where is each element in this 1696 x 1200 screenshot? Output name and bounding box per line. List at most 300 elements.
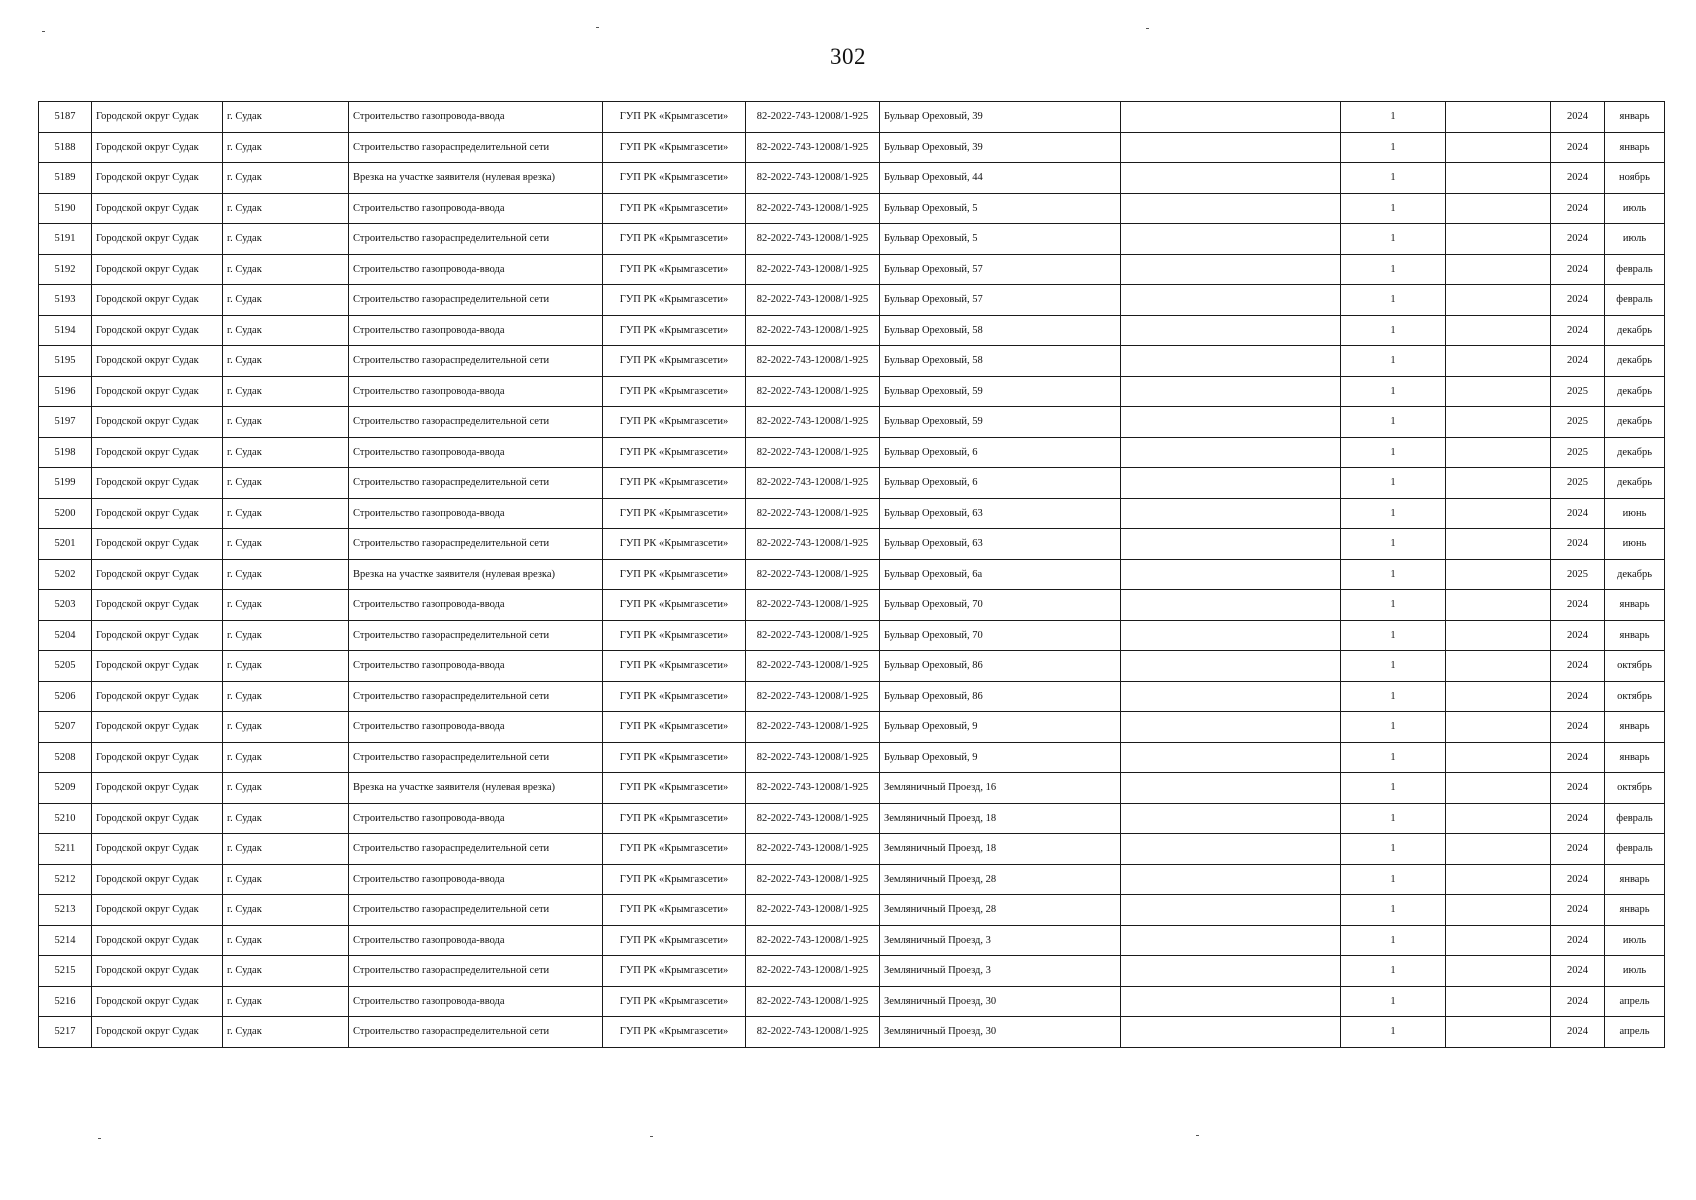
empty-cell bbox=[1121, 285, 1341, 316]
work-type-cell: Строительство газораспределительной сети bbox=[349, 834, 603, 865]
record-number-cell: 5189 bbox=[39, 163, 92, 194]
record-number-cell: 5206 bbox=[39, 681, 92, 712]
work-type-cell: Строительство газораспределительной сети bbox=[349, 346, 603, 377]
month-cell: декабрь bbox=[1605, 346, 1665, 377]
district-cell: Городской округ Судак bbox=[92, 468, 223, 499]
district-cell: Городской округ Судак bbox=[92, 895, 223, 926]
empty-cell bbox=[1121, 315, 1341, 346]
work-type-cell: Строительство газораспределительной сети bbox=[349, 742, 603, 773]
locality-cell: г. Судак bbox=[223, 956, 349, 987]
organization-cell: ГУП РК «Крымгазсети» bbox=[603, 346, 746, 377]
empty-cell bbox=[1446, 956, 1551, 987]
quantity-cell: 1 bbox=[1341, 346, 1446, 377]
work-type-cell: Строительство газораспределительной сети bbox=[349, 620, 603, 651]
quantity-cell: 1 bbox=[1341, 376, 1446, 407]
empty-cell bbox=[1121, 132, 1341, 163]
project-code-cell: 82-2022-743-12008/1-925 bbox=[746, 712, 880, 743]
year-cell: 2024 bbox=[1551, 864, 1605, 895]
table-row bbox=[39, 163, 1665, 194]
empty-cell bbox=[1446, 803, 1551, 834]
address-cell: Бульвар Ореховый, 9 bbox=[880, 712, 1121, 743]
district-cell: Городской округ Судак bbox=[92, 620, 223, 651]
quantity-cell: 1 bbox=[1341, 864, 1446, 895]
project-code-cell: 82-2022-743-12008/1-925 bbox=[746, 834, 880, 865]
empty-cell bbox=[1121, 651, 1341, 682]
month-cell: декабрь bbox=[1605, 468, 1665, 499]
empty-cell bbox=[1446, 1017, 1551, 1048]
project-code-cell: 82-2022-743-12008/1-925 bbox=[746, 681, 880, 712]
work-type-cell: Строительство газопровода-ввода bbox=[349, 102, 603, 133]
work-type-cell: Строительство газопровода-ввода bbox=[349, 986, 603, 1017]
quantity-cell: 1 bbox=[1341, 651, 1446, 682]
month-cell: октябрь bbox=[1605, 773, 1665, 804]
table-row bbox=[39, 407, 1665, 438]
organization-cell: ГУП РК «Крымгазсети» bbox=[603, 895, 746, 926]
work-type-cell: Строительство газопровода-ввода bbox=[349, 590, 603, 621]
quantity-cell: 1 bbox=[1341, 742, 1446, 773]
empty-cell bbox=[1446, 346, 1551, 377]
year-cell: 2024 bbox=[1551, 1017, 1605, 1048]
empty-cell bbox=[1446, 834, 1551, 865]
project-code-cell: 82-2022-743-12008/1-925 bbox=[746, 742, 880, 773]
address-cell: Бульвар Ореховый, 86 bbox=[880, 681, 1121, 712]
table-row bbox=[39, 132, 1665, 163]
month-cell: декабрь bbox=[1605, 407, 1665, 438]
locality-cell: г. Судак bbox=[223, 773, 349, 804]
project-code-cell: 82-2022-743-12008/1-925 bbox=[746, 285, 880, 316]
month-cell: декабрь bbox=[1605, 437, 1665, 468]
record-number-cell: 5215 bbox=[39, 956, 92, 987]
address-cell: Бульвар Ореховый, 63 bbox=[880, 529, 1121, 560]
table-row bbox=[39, 590, 1665, 621]
district-cell: Городской округ Судак bbox=[92, 285, 223, 316]
month-cell: декабрь bbox=[1605, 376, 1665, 407]
address-cell: Бульвар Ореховый, 39 bbox=[880, 132, 1121, 163]
work-type-cell: Врезка на участке заявителя (нулевая врезка) bbox=[349, 163, 603, 194]
locality-cell: г. Судак bbox=[223, 285, 349, 316]
locality-cell: г. Судак bbox=[223, 559, 349, 590]
table-row bbox=[39, 1017, 1665, 1048]
year-cell: 2024 bbox=[1551, 224, 1605, 255]
month-cell: февраль bbox=[1605, 834, 1665, 865]
address-cell: Земляничный Проезд, 30 bbox=[880, 1017, 1121, 1048]
quantity-cell: 1 bbox=[1341, 163, 1446, 194]
table-row bbox=[39, 224, 1665, 255]
work-type-cell: Врезка на участке заявителя (нулевая врезка) bbox=[349, 773, 603, 804]
empty-cell bbox=[1446, 498, 1551, 529]
organization-cell: ГУП РК «Крымгазсети» bbox=[603, 986, 746, 1017]
table-row bbox=[39, 437, 1665, 468]
empty-cell bbox=[1121, 590, 1341, 621]
year-cell: 2024 bbox=[1551, 620, 1605, 651]
district-cell: Городской округ Судак bbox=[92, 651, 223, 682]
organization-cell: ГУП РК «Крымгазсети» bbox=[603, 254, 746, 285]
project-code-cell: 82-2022-743-12008/1-925 bbox=[746, 498, 880, 529]
address-cell: Бульвар Ореховый, 39 bbox=[880, 102, 1121, 133]
work-type-cell: Строительство газопровода-ввода bbox=[349, 864, 603, 895]
project-code-cell: 82-2022-743-12008/1-925 bbox=[746, 529, 880, 560]
address-cell: Бульвар Ореховый, 5 bbox=[880, 224, 1121, 255]
table-row bbox=[39, 285, 1665, 316]
empty-cell bbox=[1121, 559, 1341, 590]
locality-cell: г. Судак bbox=[223, 529, 349, 560]
record-number-cell: 5196 bbox=[39, 376, 92, 407]
empty-cell bbox=[1121, 864, 1341, 895]
district-cell: Городской округ Судак bbox=[92, 315, 223, 346]
project-code-cell: 82-2022-743-12008/1-925 bbox=[746, 590, 880, 621]
organization-cell: ГУП РК «Крымгазсети» bbox=[603, 376, 746, 407]
address-cell: Бульвар Ореховый, 6 bbox=[880, 468, 1121, 499]
record-number-cell: 5204 bbox=[39, 620, 92, 651]
address-cell: Земляничный Проезд, 18 bbox=[880, 834, 1121, 865]
address-cell: Земляничный Проезд, 16 bbox=[880, 773, 1121, 804]
year-cell: 2024 bbox=[1551, 651, 1605, 682]
district-cell: Городской округ Судак bbox=[92, 956, 223, 987]
district-cell: Городской округ Судак bbox=[92, 590, 223, 621]
organization-cell: ГУП РК «Крымгазсети» bbox=[603, 803, 746, 834]
address-cell: Бульвар Ореховый, 5 bbox=[880, 193, 1121, 224]
empty-cell bbox=[1446, 681, 1551, 712]
locality-cell: г. Судак bbox=[223, 498, 349, 529]
project-code-cell: 82-2022-743-12008/1-925 bbox=[746, 1017, 880, 1048]
locality-cell: г. Судак bbox=[223, 254, 349, 285]
empty-cell bbox=[1446, 620, 1551, 651]
table-row bbox=[39, 742, 1665, 773]
record-number-cell: 5198 bbox=[39, 437, 92, 468]
empty-cell bbox=[1121, 102, 1341, 133]
work-type-cell: Строительство газораспределительной сети bbox=[349, 224, 603, 255]
project-code-cell: 82-2022-743-12008/1-925 bbox=[746, 895, 880, 926]
record-number-cell: 5213 bbox=[39, 895, 92, 926]
month-cell: июнь bbox=[1605, 498, 1665, 529]
district-cell: Городской округ Судак bbox=[92, 346, 223, 377]
work-type-cell: Строительство газораспределительной сети bbox=[349, 468, 603, 499]
address-cell: Земляничный Проезд, 18 bbox=[880, 803, 1121, 834]
empty-cell bbox=[1121, 742, 1341, 773]
year-cell: 2025 bbox=[1551, 559, 1605, 590]
empty-cell bbox=[1446, 254, 1551, 285]
address-cell: Бульвар Ореховый, 59 bbox=[880, 376, 1121, 407]
month-cell: январь bbox=[1605, 864, 1665, 895]
address-cell: Бульвар Ореховый, 57 bbox=[880, 254, 1121, 285]
empty-cell bbox=[1446, 193, 1551, 224]
organization-cell: ГУП РК «Крымгазсети» bbox=[603, 102, 746, 133]
month-cell: январь bbox=[1605, 132, 1665, 163]
address-cell: Земляничный Проезд, 30 bbox=[880, 986, 1121, 1017]
organization-cell: ГУП РК «Крымгазсети» bbox=[603, 590, 746, 621]
table-row bbox=[39, 895, 1665, 926]
locality-cell: г. Судак bbox=[223, 925, 349, 956]
organization-cell: ГУП РК «Крымгазсети» bbox=[603, 712, 746, 743]
month-cell: июль bbox=[1605, 925, 1665, 956]
record-number-cell: 5199 bbox=[39, 468, 92, 499]
scan-speck bbox=[596, 27, 599, 28]
district-cell: Городской округ Судак bbox=[92, 529, 223, 560]
page-number: 302 bbox=[830, 44, 866, 69]
month-cell: июнь bbox=[1605, 529, 1665, 560]
empty-cell bbox=[1121, 376, 1341, 407]
empty-cell bbox=[1121, 346, 1341, 377]
empty-cell bbox=[1446, 590, 1551, 621]
quantity-cell: 1 bbox=[1341, 1017, 1446, 1048]
project-code-cell: 82-2022-743-12008/1-925 bbox=[746, 651, 880, 682]
year-cell: 2024 bbox=[1551, 102, 1605, 133]
quantity-cell: 1 bbox=[1341, 590, 1446, 621]
empty-cell bbox=[1446, 163, 1551, 194]
year-cell: 2024 bbox=[1551, 895, 1605, 926]
month-cell: январь bbox=[1605, 712, 1665, 743]
empty-cell bbox=[1121, 834, 1341, 865]
empty-cell bbox=[1446, 773, 1551, 804]
record-number-cell: 5193 bbox=[39, 285, 92, 316]
record-number-cell: 5210 bbox=[39, 803, 92, 834]
empty-cell bbox=[1446, 559, 1551, 590]
month-cell: январь bbox=[1605, 102, 1665, 133]
empty-cell bbox=[1121, 407, 1341, 438]
empty-cell bbox=[1446, 742, 1551, 773]
empty-cell bbox=[1121, 773, 1341, 804]
quantity-cell: 1 bbox=[1341, 681, 1446, 712]
organization-cell: ГУП РК «Крымгазсети» bbox=[603, 1017, 746, 1048]
project-code-cell: 82-2022-743-12008/1-925 bbox=[746, 559, 880, 590]
year-cell: 2025 bbox=[1551, 468, 1605, 499]
address-cell: Бульвар Ореховый, 9 bbox=[880, 742, 1121, 773]
record-number-cell: 5208 bbox=[39, 742, 92, 773]
address-cell: Бульвар Ореховый, 70 bbox=[880, 590, 1121, 621]
work-type-cell: Строительство газопровода-ввода bbox=[349, 193, 603, 224]
month-cell: декабрь bbox=[1605, 315, 1665, 346]
record-number-cell: 5195 bbox=[39, 346, 92, 377]
project-code-cell: 82-2022-743-12008/1-925 bbox=[746, 925, 880, 956]
quantity-cell: 1 bbox=[1341, 102, 1446, 133]
address-cell: Бульвар Ореховый, 86 bbox=[880, 651, 1121, 682]
quantity-cell: 1 bbox=[1341, 956, 1446, 987]
project-code-cell: 82-2022-743-12008/1-925 bbox=[746, 254, 880, 285]
work-type-cell: Строительство газопровода-ввода bbox=[349, 315, 603, 346]
district-cell: Городской округ Судак bbox=[92, 498, 223, 529]
year-cell: 2025 bbox=[1551, 437, 1605, 468]
organization-cell: ГУП РК «Крымгазсети» bbox=[603, 193, 746, 224]
organization-cell: ГУП РК «Крымгазсети» bbox=[603, 437, 746, 468]
organization-cell: ГУП РК «Крымгазсети» bbox=[603, 925, 746, 956]
year-cell: 2024 bbox=[1551, 742, 1605, 773]
quantity-cell: 1 bbox=[1341, 254, 1446, 285]
organization-cell: ГУП РК «Крымгазсети» bbox=[603, 468, 746, 499]
table-row bbox=[39, 681, 1665, 712]
month-cell: июль bbox=[1605, 956, 1665, 987]
district-cell: Городской округ Судак bbox=[92, 742, 223, 773]
record-number-cell: 5197 bbox=[39, 407, 92, 438]
locality-cell: г. Судак bbox=[223, 315, 349, 346]
quantity-cell: 1 bbox=[1341, 498, 1446, 529]
table-row bbox=[39, 346, 1665, 377]
year-cell: 2024 bbox=[1551, 132, 1605, 163]
record-number-cell: 5194 bbox=[39, 315, 92, 346]
month-cell: февраль bbox=[1605, 803, 1665, 834]
empty-cell bbox=[1121, 254, 1341, 285]
project-code-cell: 82-2022-743-12008/1-925 bbox=[746, 620, 880, 651]
project-code-cell: 82-2022-743-12008/1-925 bbox=[746, 315, 880, 346]
record-number-cell: 5205 bbox=[39, 651, 92, 682]
month-cell: январь bbox=[1605, 620, 1665, 651]
project-code-cell: 82-2022-743-12008/1-925 bbox=[746, 437, 880, 468]
table-row bbox=[39, 986, 1665, 1017]
locality-cell: г. Судак bbox=[223, 1017, 349, 1048]
organization-cell: ГУП РК «Крымгазсети» bbox=[603, 407, 746, 438]
locality-cell: г. Судак bbox=[223, 681, 349, 712]
scan-speck bbox=[650, 1136, 653, 1137]
year-cell: 2025 bbox=[1551, 376, 1605, 407]
organization-cell: ГУП РК «Крымгазсети» bbox=[603, 620, 746, 651]
empty-cell bbox=[1446, 712, 1551, 743]
address-cell: Земляничный Проезд, 28 bbox=[880, 895, 1121, 926]
empty-cell bbox=[1446, 376, 1551, 407]
record-number-cell: 5201 bbox=[39, 529, 92, 560]
quantity-cell: 1 bbox=[1341, 803, 1446, 834]
locality-cell: г. Судак bbox=[223, 742, 349, 773]
quantity-cell: 1 bbox=[1341, 925, 1446, 956]
table-row bbox=[39, 956, 1665, 987]
table-row bbox=[39, 498, 1665, 529]
address-cell: Бульвар Ореховый, 44 bbox=[880, 163, 1121, 194]
table-row bbox=[39, 193, 1665, 224]
month-cell: октябрь bbox=[1605, 651, 1665, 682]
record-number-cell: 5187 bbox=[39, 102, 92, 133]
quantity-cell: 1 bbox=[1341, 193, 1446, 224]
table-row bbox=[39, 864, 1665, 895]
district-cell: Городской округ Судак bbox=[92, 864, 223, 895]
month-cell: ноябрь bbox=[1605, 163, 1665, 194]
organization-cell: ГУП РК «Крымгазсети» bbox=[603, 956, 746, 987]
record-number-cell: 5216 bbox=[39, 986, 92, 1017]
organization-cell: ГУП РК «Крымгазсети» bbox=[603, 681, 746, 712]
organization-cell: ГУП РК «Крымгазсети» bbox=[603, 132, 746, 163]
quantity-cell: 1 bbox=[1341, 773, 1446, 804]
quantity-cell: 1 bbox=[1341, 437, 1446, 468]
year-cell: 2024 bbox=[1551, 254, 1605, 285]
organization-cell: ГУП РК «Крымгазсети» bbox=[603, 224, 746, 255]
month-cell: июль bbox=[1605, 193, 1665, 224]
year-cell: 2024 bbox=[1551, 803, 1605, 834]
work-type-cell: Строительство газораспределительной сети bbox=[349, 132, 603, 163]
year-cell: 2024 bbox=[1551, 681, 1605, 712]
month-cell: апрель bbox=[1605, 1017, 1665, 1048]
empty-cell bbox=[1121, 895, 1341, 926]
month-cell: январь bbox=[1605, 895, 1665, 926]
scan-speck bbox=[1196, 1135, 1199, 1136]
organization-cell: ГУП РК «Крымгазсети» bbox=[603, 864, 746, 895]
organization-cell: ГУП РК «Крымгазсети» bbox=[603, 773, 746, 804]
record-number-cell: 5211 bbox=[39, 834, 92, 865]
scan-speck bbox=[98, 1138, 101, 1139]
empty-cell bbox=[1446, 315, 1551, 346]
work-type-cell: Строительство газораспределительной сети bbox=[349, 956, 603, 987]
record-number-cell: 5209 bbox=[39, 773, 92, 804]
project-code-cell: 82-2022-743-12008/1-925 bbox=[746, 773, 880, 804]
work-type-cell: Строительство газопровода-ввода bbox=[349, 925, 603, 956]
year-cell: 2024 bbox=[1551, 590, 1605, 621]
organization-cell: ГУП РК «Крымгазсети» bbox=[603, 315, 746, 346]
locality-cell: г. Судак bbox=[223, 986, 349, 1017]
address-cell: Бульвар Ореховый, 58 bbox=[880, 346, 1121, 377]
district-cell: Городской округ Судак bbox=[92, 773, 223, 804]
district-cell: Городской округ Судак bbox=[92, 681, 223, 712]
record-number-cell: 5190 bbox=[39, 193, 92, 224]
locality-cell: г. Судак bbox=[223, 407, 349, 438]
year-cell: 2024 bbox=[1551, 163, 1605, 194]
district-cell: Городской округ Судак bbox=[92, 834, 223, 865]
district-cell: Городской округ Судак bbox=[92, 925, 223, 956]
year-cell: 2024 bbox=[1551, 315, 1605, 346]
year-cell: 2024 bbox=[1551, 712, 1605, 743]
scan-speck bbox=[1146, 28, 1149, 29]
work-type-cell: Строительство газопровода-ввода bbox=[349, 803, 603, 834]
district-cell: Городской округ Судак bbox=[92, 1017, 223, 1048]
locality-cell: г. Судак bbox=[223, 895, 349, 926]
empty-cell bbox=[1446, 864, 1551, 895]
table-row bbox=[39, 773, 1665, 804]
record-number-cell: 5217 bbox=[39, 1017, 92, 1048]
quantity-cell: 1 bbox=[1341, 620, 1446, 651]
empty-cell bbox=[1121, 1017, 1341, 1048]
address-cell: Бульвар Ореховый, 59 bbox=[880, 407, 1121, 438]
organization-cell: ГУП РК «Крымгазсети» bbox=[603, 529, 746, 560]
address-cell: Бульвар Ореховый, 6а bbox=[880, 559, 1121, 590]
year-cell: 2024 bbox=[1551, 285, 1605, 316]
month-cell: октябрь bbox=[1605, 681, 1665, 712]
organization-cell: ГУП РК «Крымгазсети» bbox=[603, 742, 746, 773]
quantity-cell: 1 bbox=[1341, 529, 1446, 560]
locality-cell: г. Судак bbox=[223, 651, 349, 682]
project-code-cell: 82-2022-743-12008/1-925 bbox=[746, 803, 880, 834]
work-type-cell: Строительство газопровода-ввода bbox=[349, 254, 603, 285]
quantity-cell: 1 bbox=[1341, 285, 1446, 316]
table-row bbox=[39, 376, 1665, 407]
empty-cell bbox=[1121, 925, 1341, 956]
quantity-cell: 1 bbox=[1341, 224, 1446, 255]
table-row bbox=[39, 315, 1665, 346]
locality-cell: г. Судак bbox=[223, 376, 349, 407]
locality-cell: г. Судак bbox=[223, 834, 349, 865]
year-cell: 2024 bbox=[1551, 346, 1605, 377]
work-type-cell: Строительство газораспределительной сети bbox=[349, 1017, 603, 1048]
locality-cell: г. Судак bbox=[223, 102, 349, 133]
project-code-cell: 82-2022-743-12008/1-925 bbox=[746, 102, 880, 133]
project-code-cell: 82-2022-743-12008/1-925 bbox=[746, 193, 880, 224]
empty-cell bbox=[1121, 712, 1341, 743]
district-cell: Городской округ Судак bbox=[92, 102, 223, 133]
empty-cell bbox=[1446, 407, 1551, 438]
record-number-cell: 5188 bbox=[39, 132, 92, 163]
district-cell: Городской округ Судак bbox=[92, 224, 223, 255]
empty-cell bbox=[1121, 193, 1341, 224]
empty-cell bbox=[1446, 102, 1551, 133]
project-code-cell: 82-2022-743-12008/1-925 bbox=[746, 956, 880, 987]
table-row bbox=[39, 620, 1665, 651]
work-type-cell: Строительство газопровода-ввода bbox=[349, 498, 603, 529]
empty-cell bbox=[1121, 498, 1341, 529]
work-type-cell: Строительство газораспределительной сети bbox=[349, 681, 603, 712]
empty-cell bbox=[1121, 529, 1341, 560]
quantity-cell: 1 bbox=[1341, 834, 1446, 865]
district-cell: Городской округ Судак bbox=[92, 193, 223, 224]
work-type-cell: Строительство газопровода-ввода bbox=[349, 376, 603, 407]
empty-cell bbox=[1121, 681, 1341, 712]
record-number-cell: 5203 bbox=[39, 590, 92, 621]
month-cell: июль bbox=[1605, 224, 1665, 255]
month-cell: январь bbox=[1605, 590, 1665, 621]
organization-cell: ГУП РК «Крымгазсети» bbox=[603, 651, 746, 682]
